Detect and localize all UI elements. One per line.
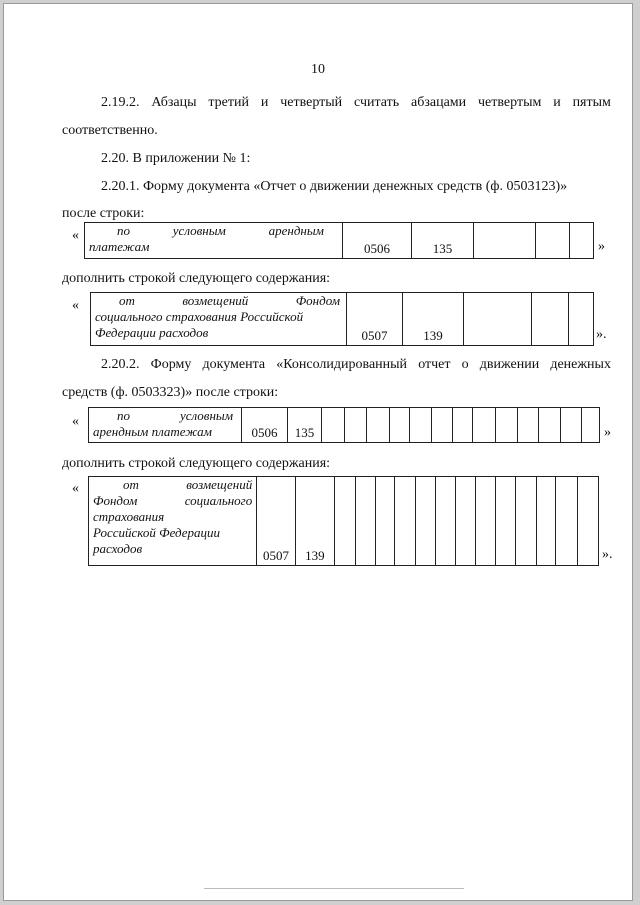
close-quote: » — [604, 425, 611, 440]
empty-cell — [345, 408, 367, 443]
page-edge-line — [204, 888, 464, 889]
empty-cell — [473, 408, 496, 443]
empty-cell — [322, 408, 345, 443]
empty-cell — [569, 293, 594, 346]
empty-cell — [390, 408, 410, 443]
empty-cell — [476, 477, 496, 566]
paragraph-2-19-2-cont: соответственно. — [62, 123, 158, 138]
empty-cell — [539, 408, 561, 443]
table-row-fss-reimbursement-consolidated — [88, 476, 599, 566]
row-label: по условным арендным платежам — [85, 223, 343, 259]
empty-cell — [455, 477, 476, 566]
empty-cell — [375, 477, 395, 566]
table-row-rent-payments-consolidated — [88, 407, 600, 443]
open-quote: « — [72, 414, 79, 429]
empty-cell — [367, 408, 390, 443]
paragraph-2-20-1: 2.20.1. Форму документа «Отчет о движении денежных средств (ф. 0503123)» — [101, 179, 568, 194]
line-code: 0506 — [343, 223, 412, 259]
paragraph-2-20-2-cont: средств (ф. 0503323)» после строки: — [62, 385, 279, 400]
row-label: по условным арендным платежам — [89, 408, 242, 443]
empty-cell — [518, 408, 539, 443]
empty-cell — [416, 477, 436, 566]
line-code: 0507 — [347, 293, 403, 346]
word: пятым — [572, 95, 611, 110]
empty-cell — [432, 408, 453, 443]
close-quote: ». — [602, 547, 613, 562]
after-row-text-1: после строки: — [62, 206, 145, 221]
line-code: 0507 — [257, 477, 295, 566]
empty-cell — [474, 223, 536, 259]
document-page — [3, 3, 633, 901]
word: третий — [208, 95, 249, 110]
row-number: 139 — [403, 293, 464, 346]
empty-cell — [536, 223, 570, 259]
empty-cell — [464, 293, 532, 346]
empty-cell — [395, 477, 416, 566]
row-number: 135 — [412, 223, 474, 259]
open-quote: « — [72, 481, 79, 496]
empty-cell — [410, 408, 432, 443]
empty-cell — [578, 477, 599, 566]
empty-cell — [532, 293, 569, 346]
empty-cell — [561, 408, 582, 443]
word: и — [553, 95, 561, 110]
line-code: 0506 — [242, 408, 288, 443]
empty-cell — [556, 477, 578, 566]
page-number: 10 — [311, 62, 325, 77]
word: абзацами — [411, 95, 467, 110]
empty-cell — [335, 477, 356, 566]
add-row-text-1: дополнить строкой следующего содержания: — [62, 271, 331, 286]
row-number: 139 — [295, 477, 334, 566]
close-quote: ». — [596, 327, 607, 342]
word: четвертым — [478, 95, 542, 110]
paragraph-2-20: 2.20. В приложении № 1: — [101, 151, 251, 166]
empty-cell — [515, 477, 536, 566]
word: Абзацы — [151, 95, 197, 110]
add-row-text-2: дополнить строкой следующего содержания: — [62, 456, 331, 471]
table-row-fss-reimbursement — [90, 292, 594, 346]
empty-cell — [453, 408, 473, 443]
empty-cell — [582, 408, 600, 443]
empty-cell — [355, 477, 375, 566]
close-quote: » — [598, 239, 605, 254]
open-quote: « — [72, 298, 79, 313]
empty-cell — [435, 477, 455, 566]
empty-cell — [536, 477, 556, 566]
row-number: 135 — [288, 408, 322, 443]
word: 2.19.2. — [101, 95, 140, 110]
paragraph-2-19-2 — [101, 94, 611, 112]
open-quote: « — [72, 228, 79, 243]
empty-cell — [496, 408, 518, 443]
empty-cell — [570, 223, 594, 259]
paragraph-2-20-2: 2.20.2. Форму документа «Консолидированный отчет о движении денежных — [101, 357, 611, 372]
word: считать — [354, 95, 400, 110]
word: и — [260, 95, 269, 110]
word: четвертый — [280, 95, 343, 110]
table-row-rent-payments — [84, 222, 594, 259]
row-label: от возмещений Фондом социального страхования Российской Федерации расходов — [91, 293, 347, 346]
row-label: от возмещений Фондом социального страхования Российской Федерации расходов — [89, 477, 257, 566]
empty-cell — [496, 477, 516, 566]
